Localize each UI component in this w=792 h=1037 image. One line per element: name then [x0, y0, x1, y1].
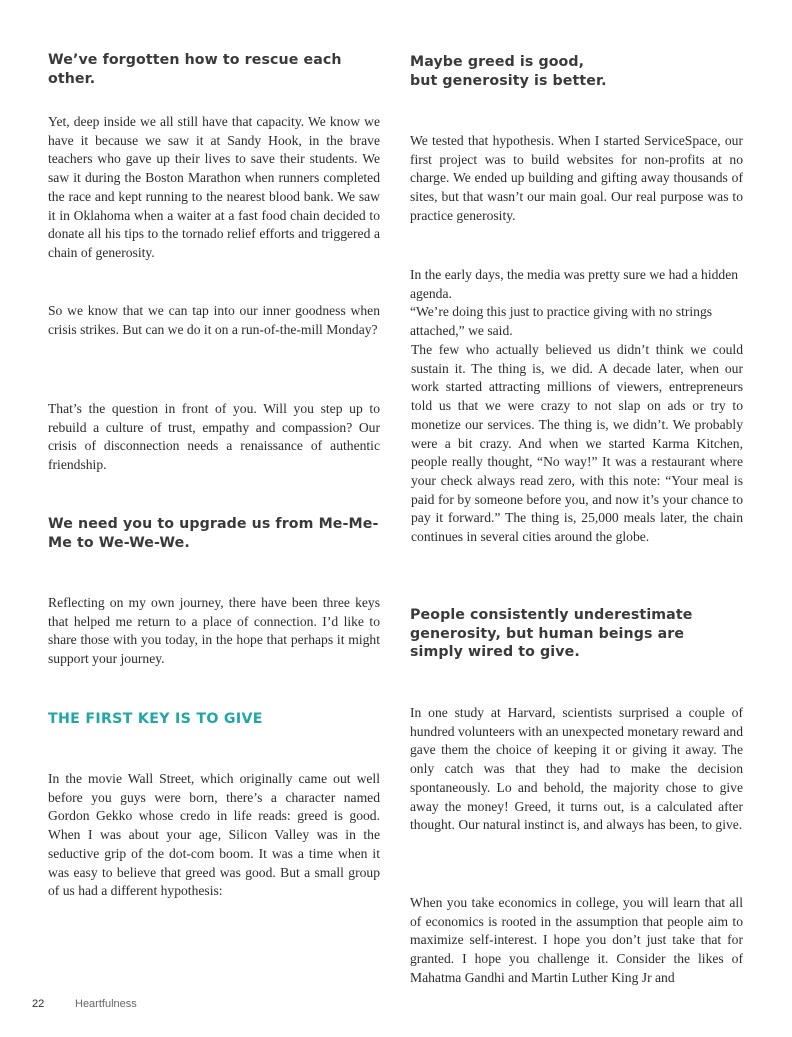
paragraph-karma-kitchen: The few who actually believed us didn’t think we could sustain it. The thing is, we did. A decade later, when our work started attracting millions of viewers, entrepreneurs told us that we were crazy to not slap on ads or try to monetize our services. The thing is, we didn’t. We probably were a bit crazy. And when we started Karma Kitchen, people really thought, “No way!” It was a restaurant where your check always read zero, with this note: “Your meal is paid for by someone before you, and now it’s your chance to pay it forward.” The thing is, 25,000 meals later, the chain continues in several cities around the globe.: [411, 342, 743, 545]
paragraph-no-strings-quote: “We’re doing this just to practice giving with no strings attached,” we said.: [410, 304, 713, 338]
paragraph-question: That’s the question in front of you. Will you step up to rebuild a culture of trust, empathy and compassion? Our crisis of disconnection needs a renaissance of authentic friendship.: [48, 401, 380, 473]
heading-wired-to-give-line1: People consistently underestimate: [410, 607, 693, 623]
heading-greed-generosity: [410, 53, 607, 90]
paragraph-three-keys: Reflecting on my own journey, there have been three keys that helped me return to a place of connection. I’d like to share those with you today, in the hope that perhaps it might support your journey.: [48, 595, 380, 667]
paragraph-economics: When you take economics in college, you will learn that all of economics is rooted in the assumption that people aim to maximize self-interest. I hope you don’t just take that for granted. I hope you challenge it. Consider the likes of Mahatma Gandhi and Martin Luther King Jr and: [410, 895, 743, 985]
heading-first-key: THE FIRST KEY IS TO GIVE: [48, 711, 263, 727]
heading-wired-to-give-line2: generosity, but human beings are: [410, 625, 685, 642]
paragraph-capacity: Yet, deep inside we all still have that capacity. We know we have it because we saw it at Sandy Hook, in the brave teachers who gave up their lives to save their students. We saw it during the Boston Marathon when runners completed the race and kept running to the nearest blood bank. We saw it in Oklahoma when a waiter at a fast food chain decided to donate all his tips to the tornado relief efforts and triggered a chain of generosity.: [48, 114, 380, 260]
heading-greed-generosity-line2: but generosity is better.: [410, 72, 607, 89]
paragraph-harvard-study: In one study at Harvard, scientists surprised a couple of hundred volunteers with an unexpected monetary reward and gave them the choice of keeping it or giving it away. The only catch was that they had to make the decision spontaneously. Lo and behold, the majority chose to give away the money! Greed, it turns out, is a calculated after thought. Our natural instinct is, and always has been, to give.: [410, 705, 743, 833]
heading-greed-generosity-line1: Maybe greed is good,: [410, 54, 585, 70]
heading-upgrade-us: We need you to upgrade us from Me-Me-Me to We-We-We.: [48, 516, 379, 551]
paragraph-servicespace: We tested that hypothesis. When I started ServiceSpace, our first project was to build websites for non-profits at no charge. We ended up building and gifting away thousands of sites, but that wasn’t our main goal. Our real purpose was to practice generosity.: [410, 133, 743, 223]
publication-name: Heartfulness: [75, 998, 137, 1010]
page-number: 22: [32, 998, 45, 1010]
heading-rescue-each-other: We’ve forgotten how to rescue each other.: [48, 52, 342, 87]
paragraph-inner-goodness: So we know that we can tap into our inner goodness when crisis strikes. But can we do it on a run-of-the-mill Monday?: [48, 303, 380, 337]
paragraph-wall-street: In the movie Wall Street, which originally came out well before you guys were born, there’s a character named Gordon Gekko whose credo in life reads: greed is good. When I was about your age, Silicon Valley was in the seductive grip of the dot-com boom. It was a time when it was easy to believe that greed was good. But a small group of us had a different hypothesis:: [48, 771, 380, 899]
heading-wired-to-give: [410, 606, 692, 662]
heading-wired-to-give-line3: simply wired to give.: [410, 644, 580, 660]
paragraph-hidden-agenda: In the early days, the media was pretty sure we had a hidden agenda.: [410, 267, 739, 301]
